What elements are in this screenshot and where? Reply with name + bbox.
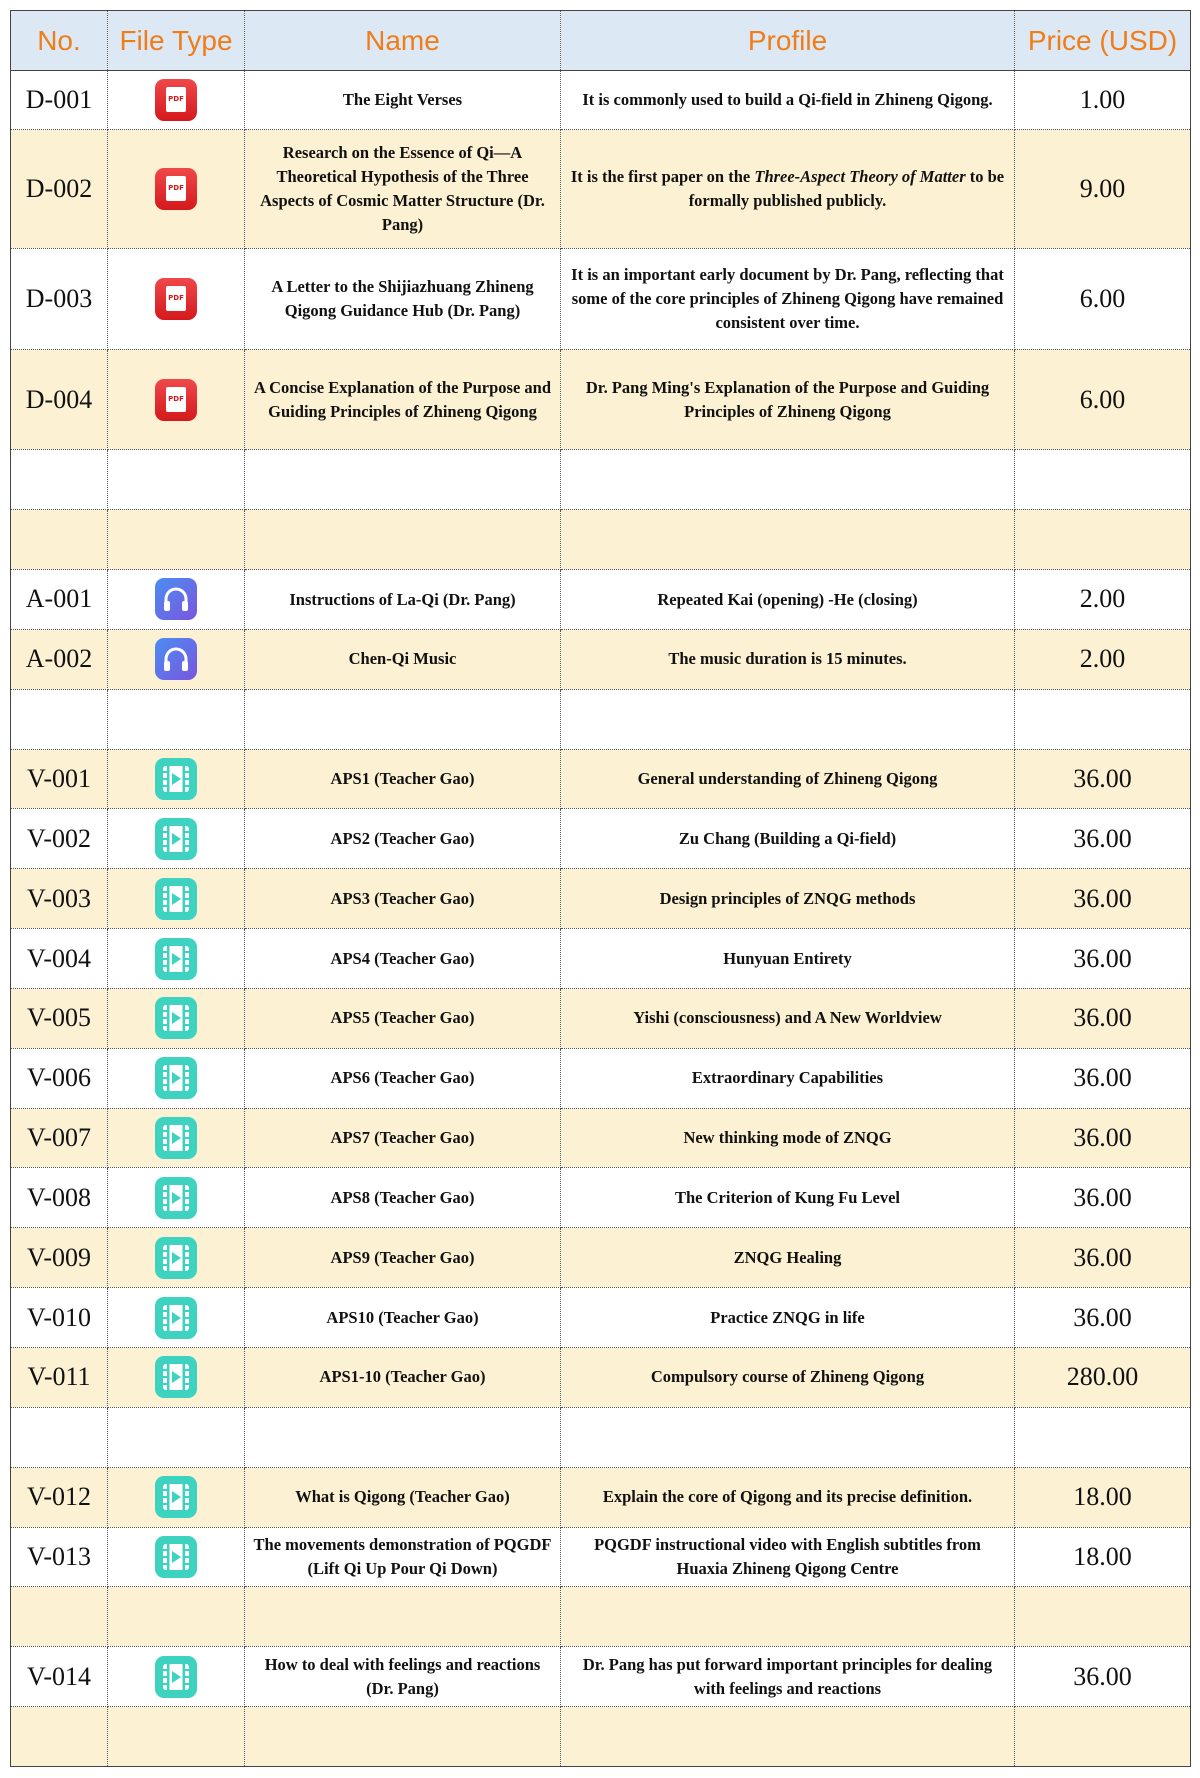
video-icon[interactable] — [155, 938, 197, 980]
cell-price — [1015, 1587, 1191, 1647]
table-row — [11, 1348, 1191, 1408]
cell-no: V-014 — [11, 1647, 108, 1707]
cell-price: 36.00 — [1015, 749, 1191, 809]
cell-file-type — [108, 809, 245, 869]
cell-price — [1015, 689, 1191, 749]
cell-profile: The Criterion of Kung Fu Level — [561, 1168, 1015, 1228]
cell-no: A-002 — [11, 629, 108, 689]
cell-profile: General understanding of Zhineng Qigong — [561, 749, 1015, 809]
cell-name — [245, 1587, 561, 1647]
table-row — [11, 809, 1191, 869]
cell-file-type — [108, 1707, 245, 1767]
header-row — [11, 11, 1191, 71]
video-icon[interactable] — [155, 997, 197, 1039]
cell-name: Instructions of La-Qi (Dr. Pang) — [245, 570, 561, 630]
cell-profile: Explain the core of Qigong and its precise definition. — [561, 1467, 1015, 1527]
table-row — [11, 869, 1191, 929]
cell-no: V-006 — [11, 1048, 108, 1108]
table-row — [11, 1407, 1191, 1467]
cell-name — [245, 1407, 561, 1467]
cell-price — [1015, 1707, 1191, 1767]
video-icon[interactable] — [155, 1117, 197, 1159]
video-icon[interactable] — [155, 1356, 197, 1398]
cell-price: 36.00 — [1015, 1168, 1191, 1228]
table-row — [11, 1048, 1191, 1108]
video-icon[interactable] — [155, 1057, 197, 1099]
cell-no: V-012 — [11, 1467, 108, 1527]
header-name: Name — [245, 11, 561, 71]
cell-name — [245, 450, 561, 510]
cell-profile — [561, 510, 1015, 570]
cell-price: 36.00 — [1015, 988, 1191, 1048]
cell-price: 36.00 — [1015, 1647, 1191, 1707]
cell-name: APS10 (Teacher Gao) — [245, 1288, 561, 1348]
cell-file-type — [108, 71, 245, 130]
cell-no: V-005 — [11, 988, 108, 1048]
cell-profile — [561, 689, 1015, 749]
cell-profile — [561, 1707, 1015, 1767]
table-row — [11, 988, 1191, 1048]
cell-profile: Hunyuan Entirety — [561, 929, 1015, 989]
table-row — [11, 349, 1191, 449]
cell-price — [1015, 450, 1191, 510]
cell-file-type — [108, 1407, 245, 1467]
cell-file-type — [108, 689, 245, 749]
cell-no — [11, 1587, 108, 1647]
cell-name: A Letter to the Shijiazhuang Zhineng Qigong Guidance Hub (Dr. Pang) — [245, 249, 561, 349]
cell-price: 36.00 — [1015, 1288, 1191, 1348]
table-row — [11, 249, 1191, 349]
cell-profile: Yishi (consciousness) and A New Worldview — [561, 988, 1015, 1048]
video-icon[interactable] — [155, 1536, 197, 1578]
table-row — [11, 129, 1191, 249]
cell-no: V-001 — [11, 749, 108, 809]
cell-price: 9.00 — [1015, 129, 1191, 249]
cell-profile: New thinking mode of ZNQG — [561, 1108, 1015, 1168]
cell-name: APS5 (Teacher Gao) — [245, 988, 561, 1048]
cell-price: 36.00 — [1015, 1108, 1191, 1168]
cell-price: 6.00 — [1015, 249, 1191, 349]
cell-name: Chen-Qi Music — [245, 629, 561, 689]
table-row — [11, 71, 1191, 130]
cell-profile — [561, 1587, 1015, 1647]
cell-no — [11, 1407, 108, 1467]
video-icon[interactable] — [155, 758, 197, 800]
table-row — [11, 1467, 1191, 1527]
cell-no: V-007 — [11, 1108, 108, 1168]
pdf-icon[interactable]: PDF — [155, 79, 197, 121]
cell-profile: ZNQG Healing — [561, 1228, 1015, 1288]
cell-profile: Repeated Kai (opening) -He (closing) — [561, 570, 1015, 630]
cell-file-type — [108, 749, 245, 809]
cell-profile: Zu Chang (Building a Qi-field) — [561, 809, 1015, 869]
video-icon[interactable] — [155, 1237, 197, 1279]
cell-price — [1015, 510, 1191, 570]
cell-profile: Dr. Pang Ming's Explanation of the Purpose and Guiding Principles of Zhineng Qigong — [561, 349, 1015, 449]
cell-no: D-001 — [11, 71, 108, 130]
cell-profile — [561, 1407, 1015, 1467]
cell-file-type — [108, 1048, 245, 1108]
table-row — [11, 1168, 1191, 1228]
cell-name: The movements demonstration of PQGDF (Lift Qi Up Pour Qi Down) — [245, 1527, 561, 1587]
table-body — [11, 71, 1191, 1767]
cell-no: D-004 — [11, 349, 108, 449]
cell-price: 36.00 — [1015, 1048, 1191, 1108]
cell-name — [245, 1707, 561, 1767]
table-row — [11, 929, 1191, 989]
video-icon[interactable] — [155, 878, 197, 920]
cell-no: V-013 — [11, 1527, 108, 1587]
cell-file-type — [108, 1168, 245, 1228]
table-row — [11, 1707, 1191, 1767]
audio-icon[interactable] — [155, 578, 197, 620]
cell-price: 36.00 — [1015, 869, 1191, 929]
table-row — [11, 1108, 1191, 1168]
pdf-icon[interactable]: PDF — [155, 168, 197, 210]
cell-name: APS1 (Teacher Gao) — [245, 749, 561, 809]
video-icon[interactable] — [155, 818, 197, 860]
cell-no: A-001 — [11, 570, 108, 630]
cell-price: 36.00 — [1015, 1228, 1191, 1288]
cell-no: V-004 — [11, 929, 108, 989]
pdf-icon[interactable]: PDF — [155, 278, 197, 320]
header-price: Price (USD) — [1015, 11, 1191, 71]
cell-profile: Dr. Pang has put forward important principles for dealing with feelings and reactions — [561, 1647, 1015, 1707]
cell-price: 1.00 — [1015, 71, 1191, 130]
cell-profile: It is the first paper on the Three-Aspect Theory of Matter to be formally published publicly. — [561, 129, 1015, 249]
audio-icon[interactable] — [155, 638, 197, 680]
table-row — [11, 1228, 1191, 1288]
cell-file-type — [108, 450, 245, 510]
cell-profile: Compulsory course of Zhineng Qigong — [561, 1348, 1015, 1408]
cell-file-type — [108, 869, 245, 929]
table-row — [11, 1647, 1191, 1707]
cell-no — [11, 450, 108, 510]
cell-file-type — [108, 129, 245, 249]
cell-no: V-011 — [11, 1348, 108, 1408]
cell-file-type — [108, 1348, 245, 1408]
header-file-type: File Type — [108, 11, 245, 71]
cell-profile: Design principles of ZNQG methods — [561, 869, 1015, 929]
cell-name: APS7 (Teacher Gao) — [245, 1108, 561, 1168]
cell-price: 280.00 — [1015, 1348, 1191, 1408]
cell-price — [1015, 1407, 1191, 1467]
cell-file-type — [108, 1647, 245, 1707]
table-row — [11, 510, 1191, 570]
cell-file-type — [108, 1467, 245, 1527]
cell-file-type — [108, 249, 245, 349]
cell-price: 36.00 — [1015, 809, 1191, 869]
table-row — [11, 1527, 1191, 1587]
header-profile: Profile — [561, 11, 1015, 71]
cell-profile — [561, 450, 1015, 510]
cell-price: 36.00 — [1015, 929, 1191, 989]
cell-no — [11, 689, 108, 749]
cell-name: APS4 (Teacher Gao) — [245, 929, 561, 989]
video-icon[interactable] — [155, 1656, 197, 1698]
cell-name — [245, 689, 561, 749]
cell-name: Research on the Essence of Qi—A Theoretical Hypothesis of the Three Aspects of Cosmic Matter Structure (Dr. Pang) — [245, 129, 561, 249]
cell-no: V-008 — [11, 1168, 108, 1228]
cell-profile: Practice ZNQG in life — [561, 1288, 1015, 1348]
cell-no — [11, 510, 108, 570]
cell-file-type — [108, 1587, 245, 1647]
cell-file-type — [108, 1228, 245, 1288]
video-icon[interactable] — [155, 1476, 197, 1518]
cell-name: APS6 (Teacher Gao) — [245, 1048, 561, 1108]
cell-no — [11, 1707, 108, 1767]
table-row — [11, 689, 1191, 749]
cell-no: V-009 — [11, 1228, 108, 1288]
product-table — [10, 10, 1191, 1767]
cell-profile: PQGDF instructional video with English subtitles from Huaxia Zhineng Qigong Centre — [561, 1527, 1015, 1587]
cell-name: A Concise Explanation of the Purpose and Guiding Principles of Zhineng Qigong — [245, 349, 561, 449]
cell-name: The Eight Verses — [245, 71, 561, 130]
cell-profile: It is an important early document by Dr. Pang, reflecting that some of the core principles of Zhineng Qigong have remained consistent over time. — [561, 249, 1015, 349]
cell-no: V-002 — [11, 809, 108, 869]
video-icon[interactable] — [155, 1177, 197, 1219]
cell-name: APS9 (Teacher Gao) — [245, 1228, 561, 1288]
cell-profile: It is commonly used to build a Qi-field in Zhineng Qigong. — [561, 71, 1015, 130]
cell-profile: The music duration is 15 minutes. — [561, 629, 1015, 689]
cell-price: 2.00 — [1015, 629, 1191, 689]
header-no: No. — [11, 11, 108, 71]
table-row — [11, 1587, 1191, 1647]
video-icon[interactable] — [155, 1297, 197, 1339]
cell-no: V-003 — [11, 869, 108, 929]
cell-file-type — [108, 1288, 245, 1348]
cell-file-type — [108, 629, 245, 689]
cell-file-type — [108, 510, 245, 570]
cell-price: 18.00 — [1015, 1527, 1191, 1587]
cell-price: 6.00 — [1015, 349, 1191, 449]
cell-name: APS3 (Teacher Gao) — [245, 869, 561, 929]
cell-no: D-003 — [11, 249, 108, 349]
cell-file-type — [108, 1527, 245, 1587]
cell-no: D-002 — [11, 129, 108, 249]
table-row — [11, 749, 1191, 809]
cell-price: 2.00 — [1015, 570, 1191, 630]
cell-file-type — [108, 570, 245, 630]
table-row — [11, 450, 1191, 510]
cell-name: APS2 (Teacher Gao) — [245, 809, 561, 869]
cell-name: APS8 (Teacher Gao) — [245, 1168, 561, 1228]
cell-name: What is Qigong (Teacher Gao) — [245, 1467, 561, 1527]
cell-price: 18.00 — [1015, 1467, 1191, 1527]
cell-name: How to deal with feelings and reactions (Dr. Pang) — [245, 1647, 561, 1707]
cell-file-type — [108, 988, 245, 1048]
cell-file-type — [108, 349, 245, 449]
cell-file-type — [108, 929, 245, 989]
cell-no: V-010 — [11, 1288, 108, 1348]
cell-name — [245, 510, 561, 570]
table-row — [11, 570, 1191, 630]
cell-name: APS1-10 (Teacher Gao) — [245, 1348, 561, 1408]
table-row — [11, 1288, 1191, 1348]
cell-file-type — [108, 1108, 245, 1168]
cell-profile: Extraordinary Capabilities — [561, 1048, 1015, 1108]
pdf-icon[interactable]: PDF — [155, 379, 197, 421]
table-row — [11, 629, 1191, 689]
